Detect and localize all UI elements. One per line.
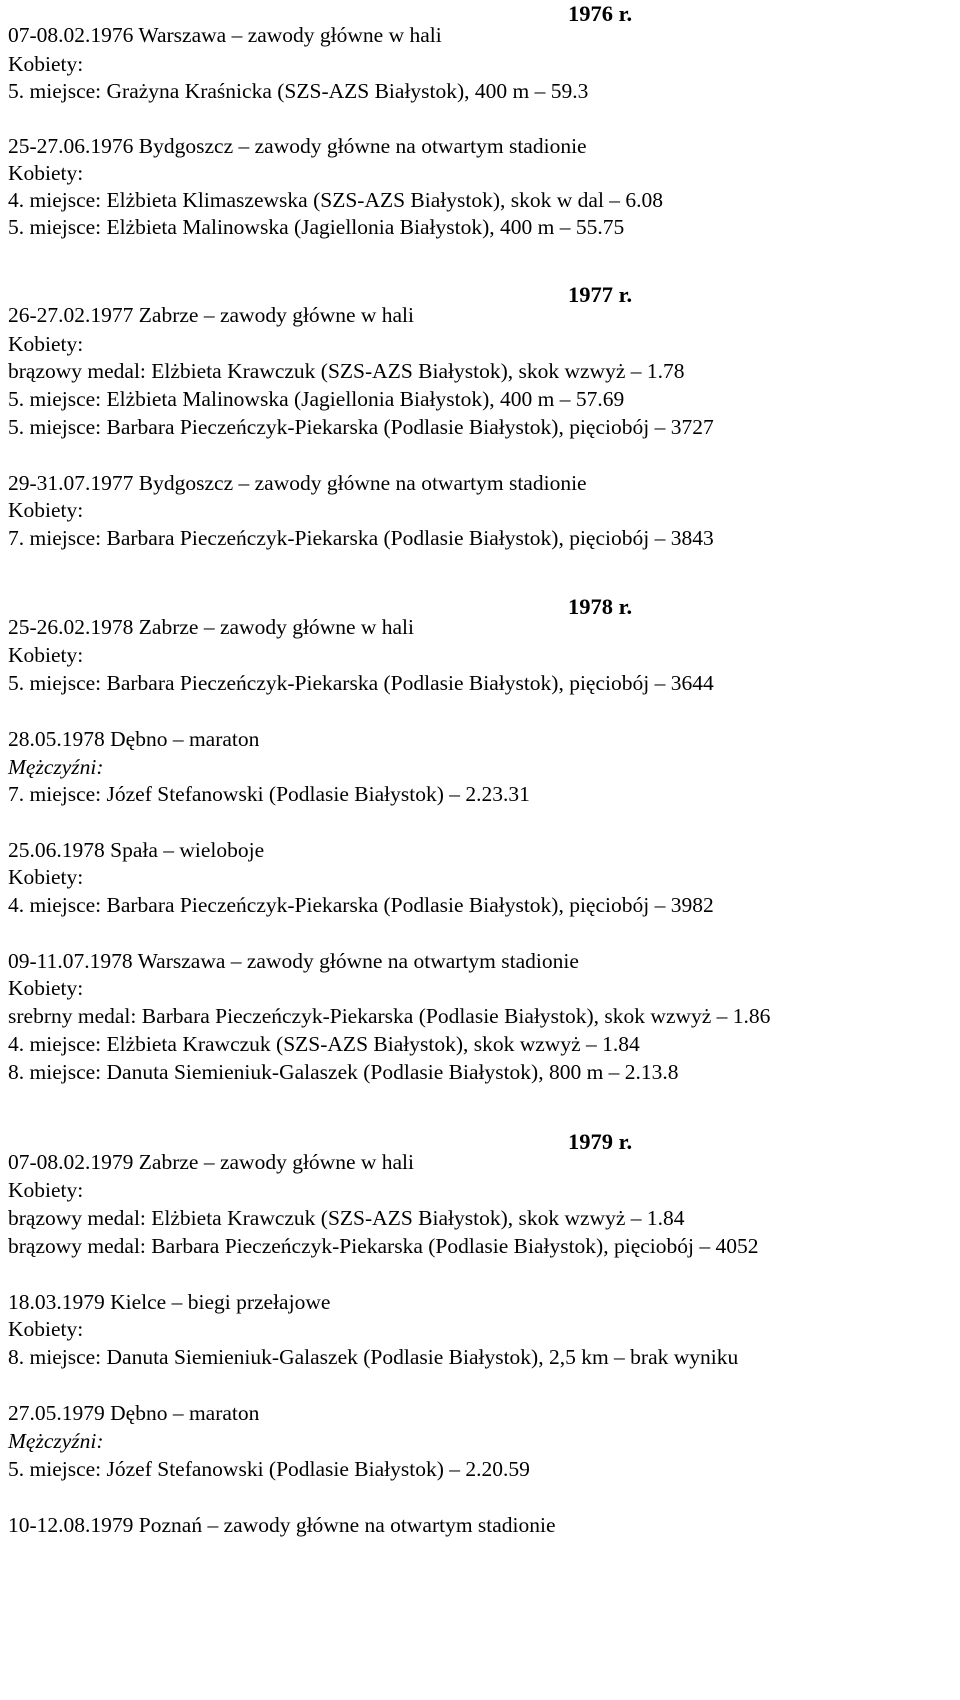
event-header: 10-12.08.1979 Poznań – zawody główne na otwartym stadionie [8,1513,556,1537]
result-line: 4. miejsce: Barbara Pieczeńczyk-Piekarska (Podlasie Białystok), pięciobój – 3982 [8,893,714,917]
result-line: 7. miejsce: Józef Stefanowski (Podlasie Białystok) – 2.23.31 [8,782,530,806]
group-label: Kobiety: [8,1178,84,1202]
event-header: 07-08.02.1979 Zabrze – zawody główne w hali [8,1150,415,1174]
year-heading: 1979 r. [568,1129,633,1154]
result-line: 5. miejsce: Barbara Pieczeńczyk-Piekarska (Podlasie Białystok), pięciobój – 3644 [8,671,714,695]
result-line: 4. miejsce: Elżbieta Klimaszewska (SZS-AZS Białystok), skok w dal – 6.08 [8,188,664,212]
result-line: 5. miejsce: Elżbieta Malinowska (Jagiellonia Białystok), 400 m – 55.75 [8,215,625,239]
group-label: Kobiety: [8,1317,84,1341]
event-header: 29-31.07.1977 Bydgoszcz – zawody główne na otwartym stadionie [8,471,587,495]
group-label: Kobiety: [8,161,84,185]
year-heading: 1978 r. [568,594,633,619]
result-line: 5. miejsce: Elżbieta Malinowska (Jagiellonia Białystok), 400 m – 57.69 [8,387,625,411]
group-label: Kobiety: [8,332,84,356]
result-line: 5. miejsce: Barbara Pieczeńczyk-Piekarska (Podlasie Białystok), pięciobój – 3727 [8,415,714,439]
result-line: 5. miejsce: Józef Stefanowski (Podlasie Białystok) – 2.20.59 [8,1457,530,1481]
group-label: Kobiety: [8,498,84,522]
event-header: 25-27.06.1976 Bydgoszcz – zawody główne na otwartym stadionie [8,134,587,158]
event-header: 09-11.07.1978 Warszawa – zawody główne na otwartym stadionie [8,949,579,973]
event-header: 27.05.1979 Dębno – maraton [8,1401,260,1425]
event-header: 26-27.02.1977 Zabrze – zawody główne w hali [8,303,415,327]
result-line: brązowy medal: Elżbieta Krawczuk (SZS-AZS Białystok), skok wzwyż – 1.84 [8,1206,685,1230]
result-line: 8. miejsce: Danuta Siemieniuk-Galaszek (Podlasie Białystok), 2,5 km – brak wyniku [8,1345,739,1369]
result-line: srebrny medal: Barbara Pieczeńczyk-Piekarska (Podlasie Białystok), skok wzwyż – 1.86 [8,1004,771,1028]
result-line: 4. miejsce: Elżbieta Krawczuk (SZS-AZS Białystok), skok wzwyż – 1.84 [8,1032,640,1056]
result-line: 7. miejsce: Barbara Pieczeńczyk-Piekarska (Podlasie Białystok), pięciobój – 3843 [8,526,714,550]
year-heading: 1976 r. [568,1,633,26]
event-header: 25-26.02.1978 Zabrze – zawody główne w hali [8,615,415,639]
event-header: 25.06.1978 Spała – wieloboje [8,838,265,862]
group-label: Kobiety: [8,643,84,667]
result-line: brązowy medal: Elżbieta Krawczuk (SZS-AZS Białystok), skok wzwyż – 1.78 [8,359,685,383]
group-label: Kobiety: [8,976,84,1000]
year-heading: 1977 r. [568,282,633,307]
result-line: 8. miejsce: Danuta Siemieniuk-Galaszek (Podlasie Białystok), 800 m – 2.13.8 [8,1060,679,1084]
result-line: 5. miejsce: Grażyna Kraśnicka (SZS-AZS Białystok), 400 m – 59.3 [8,79,589,103]
group-label: Mężczyźni: [8,1429,104,1453]
group-label: Kobiety: [8,865,84,889]
result-line: brązowy medal: Barbara Pieczeńczyk-Piekarska (Podlasie Białystok), pięciobój – 4052 [8,1234,759,1258]
group-label: Kobiety: [8,52,84,76]
event-header: 07-08.02.1976 Warszawa – zawody główne w hali [8,23,442,47]
event-header: 28.05.1978 Dębno – maraton [8,727,260,751]
group-label: Mężczyźni: [8,755,104,779]
event-header: 18.03.1979 Kielce – biegi przełajowe [8,1290,331,1314]
